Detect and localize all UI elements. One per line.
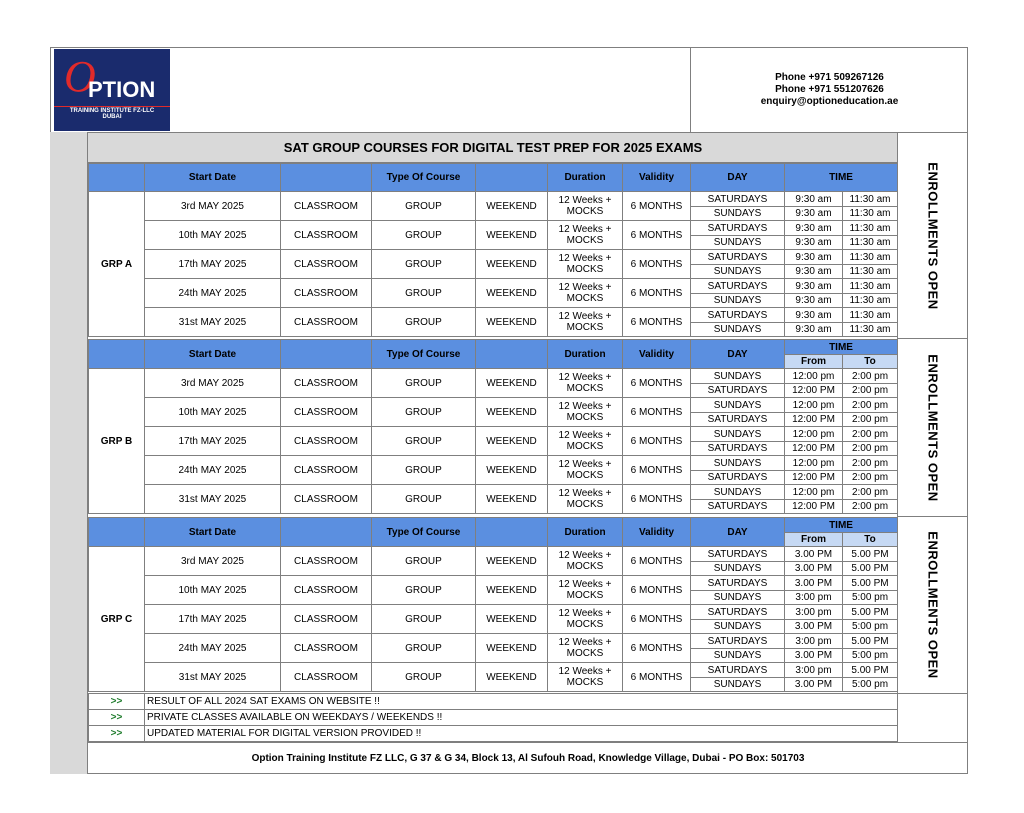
time-from-2: 3.00 PM bbox=[785, 562, 843, 576]
time-from-1: 12:00 pm bbox=[785, 369, 843, 384]
course-type: GROUP bbox=[372, 547, 476, 576]
time-from-1: 12:00 pm bbox=[785, 398, 843, 413]
duration-line-1: 12 Weeks + bbox=[558, 459, 612, 470]
course-mode: CLASSROOM bbox=[281, 663, 372, 692]
time-to-1: 2:00 pm bbox=[843, 398, 898, 413]
time-to-2: 11:30 am bbox=[843, 207, 898, 221]
day-2: SATURDAYS bbox=[691, 471, 785, 485]
time-to-2: 2:00 pm bbox=[843, 384, 898, 398]
day-2: SATURDAYS bbox=[691, 413, 785, 427]
course-duration bbox=[548, 456, 623, 485]
time-from-2: 12:00 PM bbox=[785, 442, 843, 456]
course-duration bbox=[548, 485, 623, 514]
day-1: SATURDAYS bbox=[691, 663, 785, 678]
group-label: GRP B bbox=[89, 369, 145, 514]
header-duration: Duration bbox=[548, 340, 623, 369]
duration-line-2: MOCKS bbox=[566, 499, 604, 510]
time-to-2: 5:00 pm bbox=[843, 620, 898, 634]
header-blank bbox=[281, 164, 372, 192]
start-date: 24th MAY 2025 bbox=[145, 456, 281, 485]
course-type: GROUP bbox=[372, 456, 476, 485]
day-2: SUNDAYS bbox=[691, 323, 785, 337]
header-to: To bbox=[843, 355, 898, 369]
time-to-1: 5.00 PM bbox=[843, 605, 898, 620]
header-time: TIME bbox=[785, 518, 898, 533]
day-2: SATURDAYS bbox=[691, 500, 785, 514]
course-row bbox=[89, 663, 898, 678]
course-type: GROUP bbox=[372, 576, 476, 605]
day-2: SATURDAYS bbox=[691, 442, 785, 456]
course-mode: CLASSROOM bbox=[281, 221, 372, 250]
header-day: DAY bbox=[691, 518, 785, 547]
header-start-date: Start Date bbox=[145, 340, 281, 369]
day-2: SUNDAYS bbox=[691, 678, 785, 692]
duration-line-2: MOCKS bbox=[566, 677, 604, 688]
course-mode: CLASSROOM bbox=[281, 634, 372, 663]
time-from-2: 12:00 PM bbox=[785, 500, 843, 514]
course-row bbox=[89, 398, 898, 413]
time-to-2: 5:00 pm bbox=[843, 649, 898, 663]
course-duration bbox=[548, 547, 623, 576]
course-validity: 6 MONTHS bbox=[623, 308, 691, 337]
course-duration bbox=[548, 369, 623, 398]
course-schedule: WEEKEND bbox=[476, 221, 548, 250]
header-blank bbox=[476, 340, 548, 369]
time-to-2: 11:30 am bbox=[843, 265, 898, 279]
course-validity: 6 MONTHS bbox=[623, 547, 691, 576]
logo-wordmark: PTION bbox=[88, 77, 156, 102]
day-1: SATURDAYS bbox=[691, 308, 785, 323]
time-from-1: 3:00 pm bbox=[785, 634, 843, 649]
day-2: SUNDAYS bbox=[691, 207, 785, 221]
duration-line-1: 12 Weeks + bbox=[558, 488, 612, 499]
course-schedule: WEEKEND bbox=[476, 634, 548, 663]
time-from-1: 12:00 pm bbox=[785, 456, 843, 471]
start-date: 10th MAY 2025 bbox=[145, 221, 281, 250]
start-date: 3rd MAY 2025 bbox=[145, 547, 281, 576]
course-validity: 6 MONTHS bbox=[623, 634, 691, 663]
header-to: To bbox=[843, 533, 898, 547]
header-blank bbox=[89, 518, 145, 547]
time-to-2: 2:00 pm bbox=[843, 413, 898, 427]
header-row bbox=[89, 340, 898, 355]
course-validity: 6 MONTHS bbox=[623, 456, 691, 485]
course-validity: 6 MONTHS bbox=[623, 427, 691, 456]
header-row bbox=[89, 164, 898, 192]
header-from: From bbox=[785, 533, 843, 547]
time-from-2: 9:30 am bbox=[785, 294, 843, 308]
course-validity: 6 MONTHS bbox=[623, 398, 691, 427]
header-from: From bbox=[785, 355, 843, 369]
day-2: SUNDAYS bbox=[691, 591, 785, 605]
contact-box bbox=[690, 47, 968, 133]
course-type: GROUP bbox=[372, 308, 476, 337]
start-date: 31st MAY 2025 bbox=[145, 308, 281, 337]
day-1: SUNDAYS bbox=[691, 427, 785, 442]
duration-line-1: 12 Weeks + bbox=[558, 401, 612, 412]
time-to-1: 2:00 pm bbox=[843, 369, 898, 384]
course-schedule: WEEKEND bbox=[476, 250, 548, 279]
header-duration: Duration bbox=[548, 518, 623, 547]
duration-line-2: MOCKS bbox=[566, 619, 604, 630]
start-date: 3rd MAY 2025 bbox=[145, 192, 281, 221]
time-from-1: 3:00 pm bbox=[785, 663, 843, 678]
duration-line-1: 12 Weeks + bbox=[558, 666, 612, 677]
day-1: SUNDAYS bbox=[691, 456, 785, 471]
header-day: DAY bbox=[691, 340, 785, 369]
course-schedule: WEEKEND bbox=[476, 456, 548, 485]
course-mode: CLASSROOM bbox=[281, 192, 372, 221]
left-gutter bbox=[50, 132, 88, 774]
header-start-date: Start Date bbox=[145, 164, 281, 192]
time-from-2: 3.00 PM bbox=[785, 678, 843, 692]
course-row bbox=[89, 279, 898, 294]
course-row bbox=[89, 634, 898, 649]
course-type: GROUP bbox=[372, 369, 476, 398]
course-type: GROUP bbox=[372, 192, 476, 221]
time-from-1: 9:30 am bbox=[785, 192, 843, 207]
course-schedule: WEEKEND bbox=[476, 192, 548, 221]
course-validity: 6 MONTHS bbox=[623, 250, 691, 279]
time-to-1: 5.00 PM bbox=[843, 663, 898, 678]
time-to-2: 5.00 PM bbox=[843, 562, 898, 576]
start-date: 24th MAY 2025 bbox=[145, 279, 281, 308]
duration-line-1: 12 Weeks + bbox=[558, 550, 612, 561]
course-validity: 6 MONTHS bbox=[623, 576, 691, 605]
day-2: SUNDAYS bbox=[691, 265, 785, 279]
time-to-1: 2:00 pm bbox=[843, 485, 898, 500]
course-row bbox=[89, 485, 898, 500]
course-mode: CLASSROOM bbox=[281, 605, 372, 634]
course-validity: 6 MONTHS bbox=[623, 221, 691, 250]
email: enquiry@optioneducation.ae bbox=[760, 96, 899, 107]
time-from-2: 9:30 am bbox=[785, 323, 843, 337]
day-1: SATURDAYS bbox=[691, 250, 785, 265]
course-validity: 6 MONTHS bbox=[623, 663, 691, 692]
course-row bbox=[89, 456, 898, 471]
header-day: DAY bbox=[691, 164, 785, 192]
header-type: Type Of Course bbox=[372, 518, 476, 547]
day-1: SUNDAYS bbox=[691, 398, 785, 413]
start-date: 17th MAY 2025 bbox=[145, 427, 281, 456]
day-1: SATURDAYS bbox=[691, 221, 785, 236]
header-blank bbox=[89, 340, 145, 369]
note-arrow: >> bbox=[89, 710, 145, 726]
day-1: SATURDAYS bbox=[691, 576, 785, 591]
day-1: SUNDAYS bbox=[691, 485, 785, 500]
course-duration bbox=[548, 279, 623, 308]
start-date: 3rd MAY 2025 bbox=[145, 369, 281, 398]
time-to-1: 5.00 PM bbox=[843, 634, 898, 649]
duration-line-2: MOCKS bbox=[566, 235, 604, 246]
time-from-1: 3.00 PM bbox=[785, 576, 843, 591]
time-from-2: 9:30 am bbox=[785, 207, 843, 221]
course-mode: CLASSROOM bbox=[281, 398, 372, 427]
start-date: 31st MAY 2025 bbox=[145, 663, 281, 692]
duration-line-2: MOCKS bbox=[566, 206, 604, 217]
time-to-2: 2:00 pm bbox=[843, 471, 898, 485]
header-blank bbox=[89, 164, 145, 192]
time-to-2: 5:00 pm bbox=[843, 591, 898, 605]
course-row bbox=[89, 427, 898, 442]
course-row bbox=[89, 221, 898, 236]
course-validity: 6 MONTHS bbox=[623, 485, 691, 514]
phone-2: Phone +971 551207626 bbox=[775, 84, 884, 95]
header-type: Type Of Course bbox=[372, 340, 476, 369]
time-from-2: 12:00 PM bbox=[785, 471, 843, 485]
duration-line-2: MOCKS bbox=[566, 293, 604, 304]
time-from-1: 9:30 am bbox=[785, 308, 843, 323]
start-date: 17th MAY 2025 bbox=[145, 250, 281, 279]
course-schedule: WEEKEND bbox=[476, 308, 548, 337]
course-row bbox=[89, 308, 898, 323]
header-row bbox=[89, 518, 898, 533]
day-2: SUNDAYS bbox=[691, 294, 785, 308]
course-mode: CLASSROOM bbox=[281, 547, 372, 576]
course-type: GROUP bbox=[372, 279, 476, 308]
phone-1: Phone +971 509267126 bbox=[775, 72, 884, 83]
start-date: 10th MAY 2025 bbox=[145, 576, 281, 605]
header-validity: Validity bbox=[623, 518, 691, 547]
course-mode: CLASSROOM bbox=[281, 456, 372, 485]
course-type: GROUP bbox=[372, 485, 476, 514]
time-from-1: 12:00 pm bbox=[785, 427, 843, 442]
header-validity: Validity bbox=[623, 340, 691, 369]
time-to-1: 5.00 PM bbox=[843, 576, 898, 591]
duration-line-2: MOCKS bbox=[566, 648, 604, 659]
day-1: SATURDAYS bbox=[691, 547, 785, 562]
course-duration bbox=[548, 398, 623, 427]
note-row bbox=[89, 710, 898, 726]
duration-line-1: 12 Weeks + bbox=[558, 637, 612, 648]
course-schedule: WEEKEND bbox=[476, 547, 548, 576]
course-duration bbox=[548, 308, 623, 337]
start-date: 17th MAY 2025 bbox=[145, 605, 281, 634]
course-mode: CLASSROOM bbox=[281, 576, 372, 605]
logo-subtitle: TRAINING INSTITUTE FZ-LLC bbox=[54, 106, 170, 114]
start-date: 31st MAY 2025 bbox=[145, 485, 281, 514]
course-duration bbox=[548, 605, 623, 634]
day-1: SATURDAYS bbox=[691, 279, 785, 294]
course-row bbox=[89, 605, 898, 620]
time-to-1: 5.00 PM bbox=[843, 547, 898, 562]
time-to-1: 11:30 am bbox=[843, 279, 898, 294]
note-arrow: >> bbox=[89, 726, 145, 742]
course-type: GROUP bbox=[372, 427, 476, 456]
header-blank bbox=[281, 340, 372, 369]
course-duration bbox=[548, 250, 623, 279]
course-duration bbox=[548, 663, 623, 692]
header-time: TIME bbox=[785, 340, 898, 355]
option-logo bbox=[54, 49, 170, 131]
header-blank bbox=[476, 164, 548, 192]
course-row bbox=[89, 192, 898, 207]
day-1: SATURDAYS bbox=[691, 634, 785, 649]
group-label: GRP C bbox=[89, 547, 145, 692]
time-from-2: 3:00 pm bbox=[785, 591, 843, 605]
time-to-2: 11:30 am bbox=[843, 294, 898, 308]
duration-line-1: 12 Weeks + bbox=[558, 579, 612, 590]
course-validity: 6 MONTHS bbox=[623, 192, 691, 221]
day-1: SATURDAYS bbox=[691, 605, 785, 620]
duration-line-2: MOCKS bbox=[566, 412, 604, 423]
header-time: TIME bbox=[785, 164, 898, 192]
notes-block bbox=[88, 693, 898, 742]
time-to-2: 5:00 pm bbox=[843, 678, 898, 692]
course-mode: CLASSROOM bbox=[281, 279, 372, 308]
duration-line-1: 12 Weeks + bbox=[558, 282, 612, 293]
time-to-1: 11:30 am bbox=[843, 250, 898, 265]
course-duration bbox=[548, 427, 623, 456]
header-blank bbox=[476, 518, 548, 547]
course-schedule: WEEKEND bbox=[476, 279, 548, 308]
course-mode: CLASSROOM bbox=[281, 485, 372, 514]
note-text: UPDATED MATERIAL FOR DIGITAL VERSION PROVIDED !! bbox=[145, 726, 898, 742]
time-from-1: 9:30 am bbox=[785, 279, 843, 294]
course-type: GROUP bbox=[372, 221, 476, 250]
course-type: GROUP bbox=[372, 250, 476, 279]
course-row bbox=[89, 369, 898, 384]
duration-line-2: MOCKS bbox=[566, 561, 604, 572]
time-to-2: 2:00 pm bbox=[843, 442, 898, 456]
course-schedule: WEEKEND bbox=[476, 663, 548, 692]
course-mode: CLASSROOM bbox=[281, 427, 372, 456]
time-from-1: 3.00 PM bbox=[785, 547, 843, 562]
course-schedule: WEEKEND bbox=[476, 427, 548, 456]
note-arrow: >> bbox=[89, 694, 145, 710]
course-type: GROUP bbox=[372, 663, 476, 692]
time-to-1: 2:00 pm bbox=[843, 456, 898, 471]
course-schedule: WEEKEND bbox=[476, 398, 548, 427]
duration-line-1: 12 Weeks + bbox=[558, 311, 612, 322]
duration-line-2: MOCKS bbox=[566, 322, 604, 333]
header-validity: Validity bbox=[623, 164, 691, 192]
time-from-2: 12:00 PM bbox=[785, 384, 843, 398]
duration-line-1: 12 Weeks + bbox=[558, 372, 612, 383]
duration-line-2: MOCKS bbox=[566, 383, 604, 394]
duration-line-1: 12 Weeks + bbox=[558, 224, 612, 235]
course-mode: CLASSROOM bbox=[281, 369, 372, 398]
time-from-1: 3:00 pm bbox=[785, 605, 843, 620]
course-duration bbox=[548, 634, 623, 663]
course-duration bbox=[548, 192, 623, 221]
course-row bbox=[89, 576, 898, 591]
page-title: SAT GROUP COURSES FOR DIGITAL TEST PREP FOR 2025 EXAMS bbox=[88, 133, 898, 163]
course-type: GROUP bbox=[372, 398, 476, 427]
note-row bbox=[89, 694, 898, 710]
duration-line-1: 12 Weeks + bbox=[558, 608, 612, 619]
time-from-2: 9:30 am bbox=[785, 265, 843, 279]
group-table bbox=[88, 163, 898, 337]
time-from-2: 3.00 PM bbox=[785, 620, 843, 634]
duration-line-2: MOCKS bbox=[566, 470, 604, 481]
footer-address: Option Training Institute FZ LLC, G 37 & G 34, Block 13, Al Sufouh Road, Knowledge Village, Dubai - PO Box: 501703 bbox=[88, 742, 968, 774]
course-validity: 6 MONTHS bbox=[623, 605, 691, 634]
course-schedule: WEEKEND bbox=[476, 576, 548, 605]
start-date: 10th MAY 2025 bbox=[145, 398, 281, 427]
note-text: PRIVATE CLASSES AVAILABLE ON WEEKDAYS / WEEKENDS !! bbox=[145, 710, 898, 726]
time-to-1: 11:30 am bbox=[843, 308, 898, 323]
course-mode: CLASSROOM bbox=[281, 308, 372, 337]
course-schedule: WEEKEND bbox=[476, 605, 548, 634]
duration-line-2: MOCKS bbox=[566, 264, 604, 275]
note-row bbox=[89, 726, 898, 742]
course-validity: 6 MONTHS bbox=[623, 279, 691, 308]
enrollment-label-c: ENROLLMENTS OPEN bbox=[897, 517, 968, 694]
logo-letter-o: O bbox=[64, 52, 96, 101]
course-duration bbox=[548, 576, 623, 605]
enrollment-label-a: ENROLLMENTS OPEN bbox=[897, 133, 968, 339]
course-mode: CLASSROOM bbox=[281, 250, 372, 279]
day-1: SATURDAYS bbox=[691, 192, 785, 207]
group-table bbox=[88, 339, 898, 514]
day-2: SUNDAYS bbox=[691, 562, 785, 576]
note-text: RESULT OF ALL 2024 SAT EXAMS ON WEBSITE !! bbox=[145, 694, 898, 710]
header-type: Type Of Course bbox=[372, 164, 476, 192]
day-2: SUNDAYS bbox=[691, 649, 785, 663]
time-from-2: 3.00 PM bbox=[785, 649, 843, 663]
day-2: SUNDAYS bbox=[691, 620, 785, 634]
time-from-1: 9:30 am bbox=[785, 221, 843, 236]
enrollment-label-b: ENROLLMENTS OPEN bbox=[897, 339, 968, 517]
group-label: GRP A bbox=[89, 192, 145, 337]
duration-line-2: MOCKS bbox=[566, 590, 604, 601]
course-row bbox=[89, 250, 898, 265]
time-from-1: 12:00 pm bbox=[785, 485, 843, 500]
time-to-1: 11:30 am bbox=[843, 192, 898, 207]
duration-line-2: MOCKS bbox=[566, 441, 604, 452]
day-1: SUNDAYS bbox=[691, 369, 785, 384]
time-to-1: 11:30 am bbox=[843, 221, 898, 236]
logo-city: DUBAI bbox=[102, 114, 122, 120]
day-2: SATURDAYS bbox=[691, 384, 785, 398]
time-from-2: 9:30 am bbox=[785, 236, 843, 250]
group-table bbox=[88, 517, 898, 692]
time-to-2: 11:30 am bbox=[843, 323, 898, 337]
time-to-2: 11:30 am bbox=[843, 236, 898, 250]
course-row bbox=[89, 547, 898, 562]
time-from-1: 9:30 am bbox=[785, 250, 843, 265]
header-duration: Duration bbox=[548, 164, 623, 192]
course-validity: 6 MONTHS bbox=[623, 369, 691, 398]
start-date: 24th MAY 2025 bbox=[145, 634, 281, 663]
time-to-2: 2:00 pm bbox=[843, 500, 898, 514]
course-type: GROUP bbox=[372, 605, 476, 634]
duration-line-1: 12 Weeks + bbox=[558, 253, 612, 264]
time-to-1: 2:00 pm bbox=[843, 427, 898, 442]
header-start-date: Start Date bbox=[145, 518, 281, 547]
course-duration bbox=[548, 221, 623, 250]
day-2: SUNDAYS bbox=[691, 236, 785, 250]
course-type: GROUP bbox=[372, 634, 476, 663]
time-from-2: 12:00 PM bbox=[785, 413, 843, 427]
header-blank bbox=[281, 518, 372, 547]
duration-line-1: 12 Weeks + bbox=[558, 195, 612, 206]
course-schedule: WEEKEND bbox=[476, 485, 548, 514]
duration-line-1: 12 Weeks + bbox=[558, 430, 612, 441]
course-schedule: WEEKEND bbox=[476, 369, 548, 398]
